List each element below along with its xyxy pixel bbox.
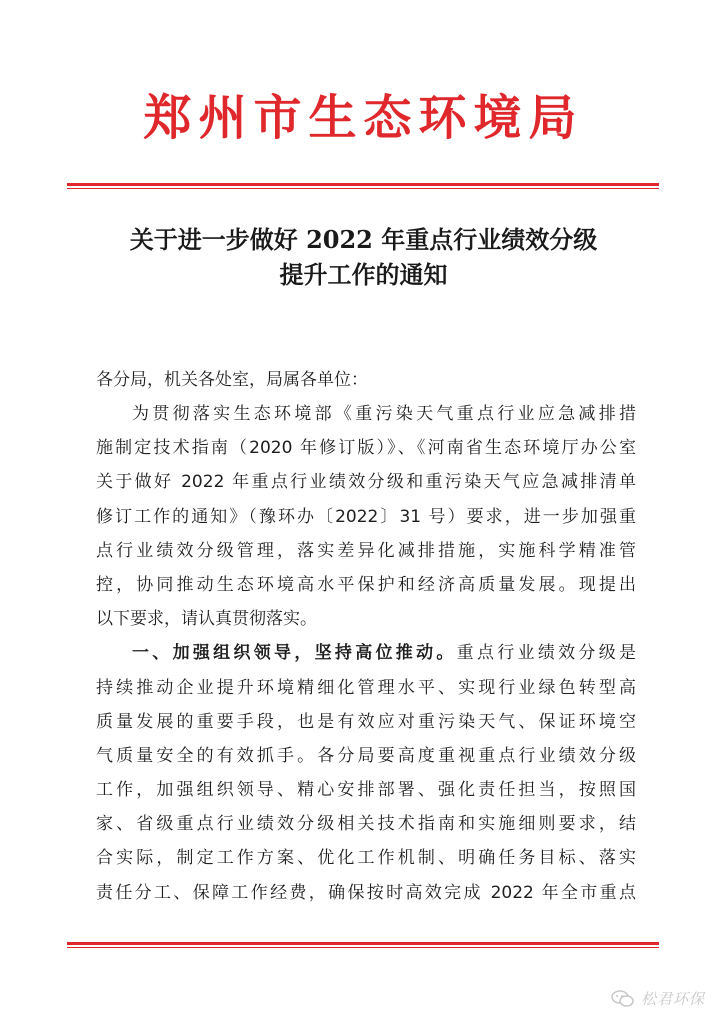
letterhead-divider-top: [67, 183, 659, 189]
body-line: 工作，加强组织领导、精心安排部署、强化责任担当，按照国: [96, 780, 636, 801]
body-line: 以下要求，请认真贯彻落实。: [96, 609, 317, 630]
watermark-text: 松君环保: [640, 990, 705, 1008]
salutation-text: 各分局，机关各处室，局属各单位：: [96, 370, 368, 390]
body-line: 控，协同推动生态环境高水平保护和经济高质量发展。现提出: [96, 574, 636, 595]
page-divider-bottom: [67, 942, 659, 948]
salutation: [96, 363, 636, 397]
body-line: 修订工作的通知》（豫环办〔2022〕31 号）要求，进一步加强重: [96, 506, 636, 527]
agency-letterhead: 郑州市生态环境局: [143, 90, 584, 146]
body-line: 合实际，制定工作方案、优化工作机制、明确任务目标、落实: [96, 848, 636, 869]
section-1-heading: 一、加强组织领导，坚持高位推动。: [132, 643, 457, 664]
body-line: 家、省级重点行业绩效分级相关技术指南和实施细则要求，结: [96, 814, 636, 835]
document-title-line-2: 提升工作的通知: [279, 260, 448, 289]
watermark: [611, 988, 705, 1009]
body-line: 持续推动企业提升环境精细化管理水平、实现行业绿色转型高: [96, 677, 636, 698]
body-line: 质量发展的重要手段，也是有效应对重污染天气、保证环境空: [96, 711, 636, 732]
body-line: 关于做好 2022 年重点行业绩效分级和重污染天气应急减排清单: [96, 472, 636, 493]
body-line: 责任分工、保障工作经费，确保按时高效完成 2022 年全市重点: [96, 882, 636, 903]
body-line: 点行业绩效分级管理，落实差异化减排措施，实施科学精准管: [96, 540, 636, 561]
body-line: 为贯彻落实生态环境部《重污染天气重点行业应急减排措: [132, 404, 636, 424]
document-body: [96, 397, 636, 910]
body-line: 施制定技术指南（2020 年修订版）》、《河南省生态环境厅办公室: [96, 438, 636, 459]
document-title-line-1: 关于进一步做好 2022 年重点行业绩效分级: [129, 225, 598, 254]
section-1-first-line-text: 重点行业绩效分级是: [456, 643, 636, 664]
section-1-first-line: [96, 636, 636, 670]
wechat-icon: [611, 990, 635, 1008]
body-line: 气质量安全的有效抓手。各分局要高度重视重点行业绩效分级: [96, 745, 636, 766]
